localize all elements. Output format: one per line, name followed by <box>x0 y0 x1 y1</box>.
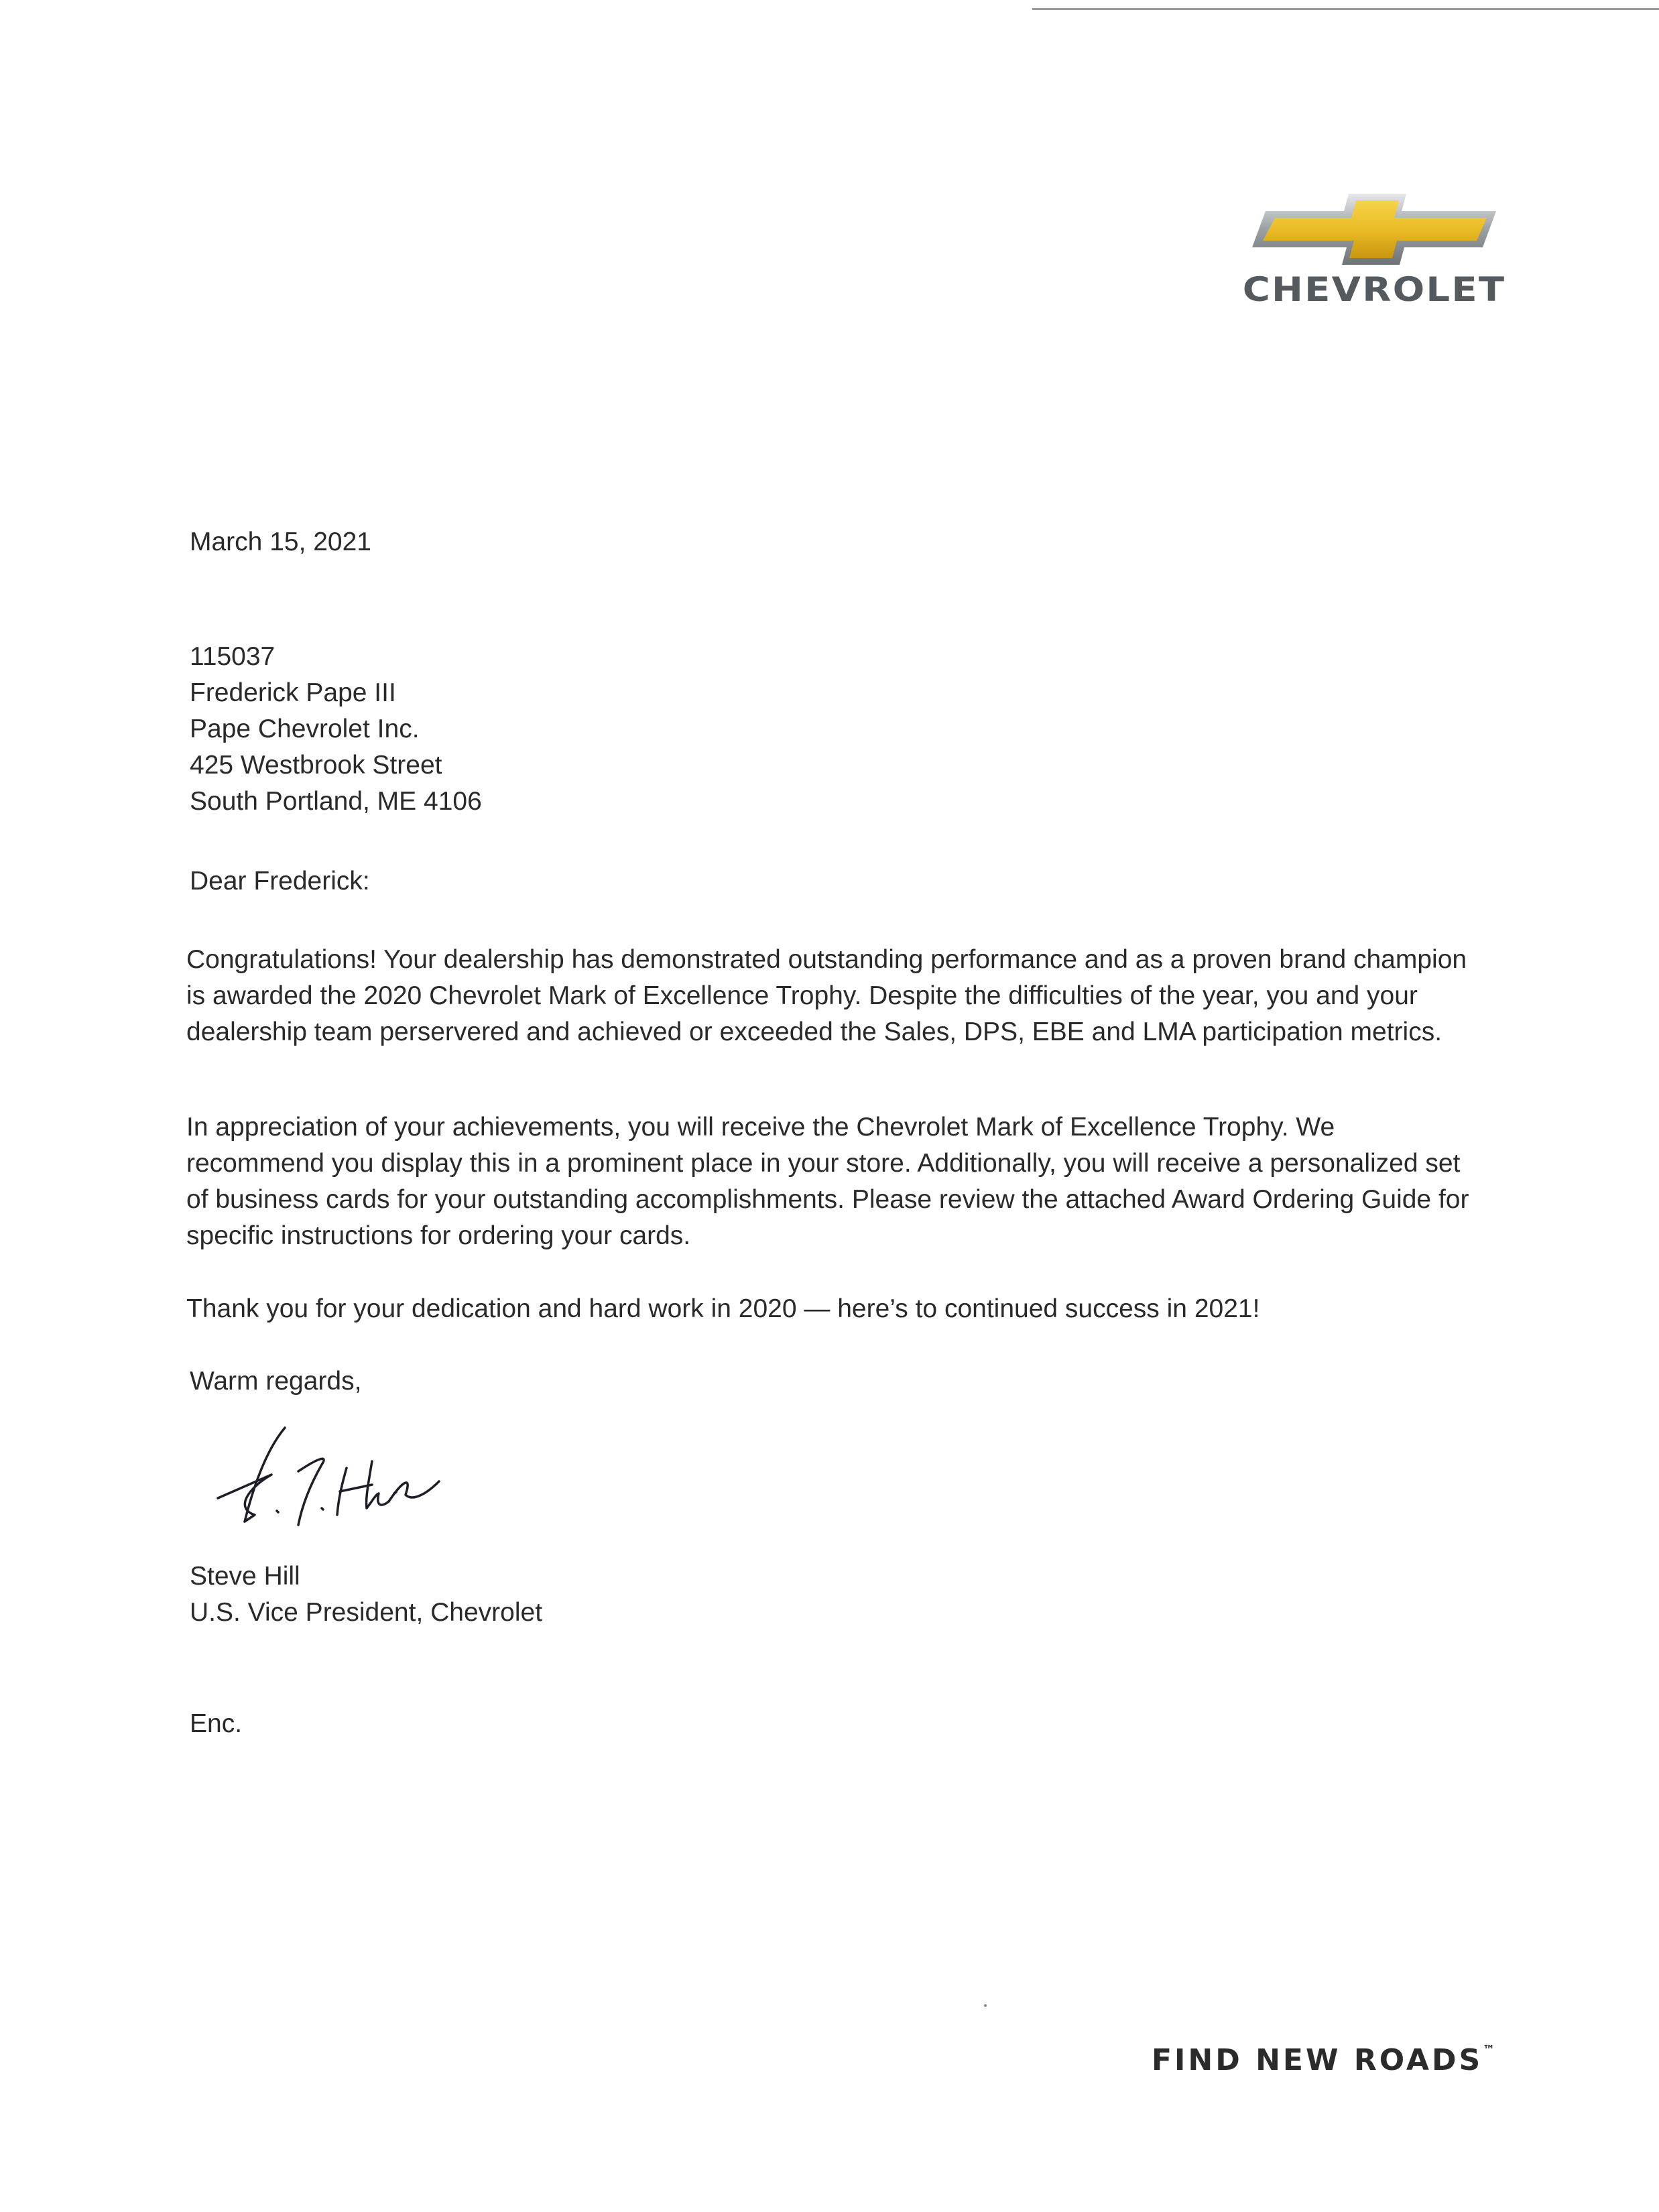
letter-date: March 15, 2021 <box>190 528 372 556</box>
recipient-name: Frederick Pape III <box>190 678 396 707</box>
scan-edge-line <box>1032 8 1659 10</box>
chevrolet-logo <box>1242 191 1506 309</box>
tagline-text: FIND NEW ROADS <box>1152 2043 1483 2077</box>
recipient-company: Pape Chevrolet Inc. <box>190 715 420 743</box>
salutation: Dear Frederick: <box>190 867 370 896</box>
chevrolet-bowtie-icon <box>1247 191 1501 268</box>
enclosure-note: Enc. <box>190 1709 243 1738</box>
chevrolet-wordmark: CHEVROLET <box>1242 270 1506 309</box>
body-paragraph-3: Thank you for your dedication and hard work in 2020 — here’s to continued success in 2021! <box>186 1294 1260 1323</box>
trademark-mark: ™ <box>1483 2043 1495 2057</box>
recipient-address <box>190 639 482 820</box>
body-paragraph-1: Congratulations! Your dealership has demonstrated outstanding performance and as a proven brand champion is awarded the 2020 Chevrolet Mark of Excellence Trophy. Despite the difficulties of the year, you and your dealership team perservered and achieved or exceeded the Sales, DPS, EBE and LMA participation metrics. <box>186 945 1467 1046</box>
brand-tagline <box>1152 2043 1495 2077</box>
signer-name: Steve Hill <box>190 1562 300 1591</box>
signer-title: U.S. Vice President, Chevrolet <box>190 1598 543 1627</box>
signer-block <box>190 1558 542 1631</box>
body-paragraph-2: In appreciation of your achievements, you will receive the Chevrolet Mark of Excellence Trophy. We recommend you display this in a prominent place in your store. Additionally, you will receive a personalized set of business cards for your outstanding accomplishments. Please review the attached Award Ordering Guide for specific instructions for ordering your cards. <box>186 1113 1469 1250</box>
handwritten-signature <box>171 1408 452 1528</box>
scan-speck <box>984 2004 987 2007</box>
closing: Warm regards, <box>190 1367 362 1396</box>
recipient-street: 425 Westbrook Street <box>190 751 442 780</box>
recipient-city: South Portland, ME 4106 <box>190 787 482 816</box>
dealer-code: 115037 <box>190 642 275 671</box>
